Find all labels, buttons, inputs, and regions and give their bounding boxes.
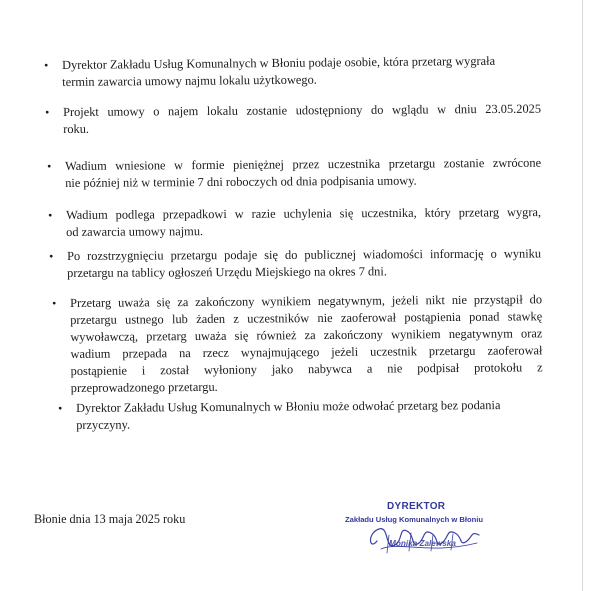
announcement-item-7 <box>58 397 538 434</box>
item-line: Dyrektor Zakładu Usług Komunalnych w Błoniu może odwołać przetarg bez podania <box>76 398 501 415</box>
bullet-icon: • <box>48 208 53 223</box>
page-edge-line <box>582 0 583 591</box>
item-line: Po rozstrzygnięciu przetargu podaje się do publicznej wiadomości informację o wyniku <box>67 246 542 263</box>
bullet-icon: • <box>52 296 57 311</box>
announcement-item-3 <box>47 155 542 192</box>
bullet-icon: • <box>58 401 63 416</box>
place-and-date: Błonie dnia 13 maja 2025 roku <box>34 512 186 526</box>
item-line: wadium przepada na rzecz wynajmującego jeżeli uczestnik przetargu zaoferował <box>70 343 543 361</box>
bullet-icon: • <box>44 58 49 73</box>
item-line: przyczyny. <box>76 417 131 432</box>
item-line: Dyrektor Zakładu Usług Komunalnych w Błoniu podaje osobie, która przetarg wygrała <box>62 53 496 72</box>
bullet-icon: • <box>45 105 50 120</box>
director-stamp <box>343 497 503 561</box>
bullet-icon: • <box>47 159 52 174</box>
item-line: Przetarg uważa się za zakończony wynikiem negatywnym, jeżeli nikt nie przystąpił do <box>70 292 543 310</box>
bullet-icon: • <box>49 249 54 264</box>
item-line: termin zawarcia umowy najmu lokalu użytkowego. <box>62 72 317 89</box>
item-line: roku. <box>63 121 90 136</box>
announcement-item-2 <box>45 101 542 138</box>
item-line: Wadium podlega przepadkowi w razie uchylenia się uczestnika, który przetarg wygra, <box>66 205 542 222</box>
item-line: przetargu ustnego lub żaden z uczestników nie zaoferował postąpienia ponad stawkę <box>70 309 543 327</box>
stamp-title: DYREKTOR <box>387 501 446 512</box>
item-line: przetargu na tablicy ogłoszeń Urzędu Miejskiego na okres 7 dni. <box>67 264 387 280</box>
stamp-organization: Zakładu Usług Komunalnych w Błoniu <box>345 515 483 524</box>
item-line: wywoławczą, przetarg uważa się również za zakończony wynikiem negatywnym oraz <box>70 326 543 344</box>
item-line: Projekt umowy o najem lokalu zostanie udostępniony do wglądu w dniu 23.05.2025 <box>63 101 542 119</box>
item-line: Wadium wniesione w formie pieniężnej przez uczestnika przetargu zostanie zwrócone <box>65 155 542 173</box>
item-line: przeprowadzonego przetargu. <box>70 379 218 395</box>
announcement-item-1 <box>44 52 542 91</box>
announcement-item-5 <box>49 246 542 282</box>
stamp-name: Monika Zalewska <box>389 539 456 548</box>
item-line: nie później niż w terminie 7 dni roboczych od dnia podpisania umowy. <box>65 173 417 190</box>
item-line: postąpienie i został wyłoniony jako nabywca a nie podpisał protokołu z <box>70 360 543 378</box>
announcement-item-4 <box>48 204 542 241</box>
announcement-item-6 <box>52 291 543 397</box>
item-line: od zawarcia umowy najmu. <box>66 224 204 239</box>
